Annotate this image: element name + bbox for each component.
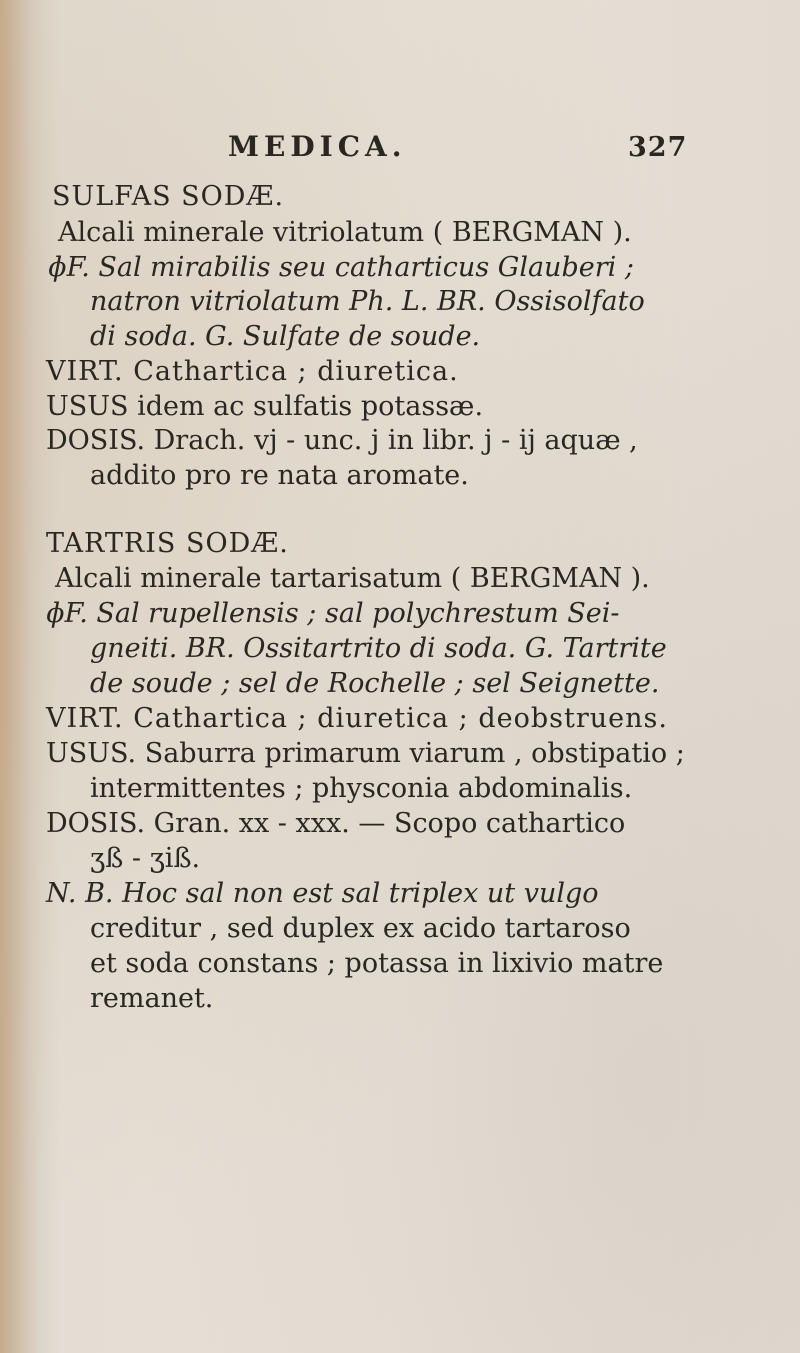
text-line: VIRT. Cathartica ; diuretica ; deobstruens.: [46, 703, 668, 734]
text-line: creditur , sed duplex ex acido tartaroso: [90, 913, 631, 944]
section-heading-sulfas-sodae: SULFAS SODÆ.: [52, 181, 285, 212]
text-line: di soda. G. Sulfate de soude.: [90, 321, 481, 352]
text-line: N. B. Hoc sal non est sal triplex ut vulgo: [46, 878, 599, 909]
page-number: 327: [628, 132, 688, 163]
text-line: ɸF. Sal mirabilis seu catharticus Glauberi ;: [48, 252, 634, 283]
text-line: remanet.: [90, 983, 214, 1014]
text-line: VIRT. Cathartica ; diuretica.: [46, 356, 459, 387]
text-line: USUS idem ac sulfatis potassæ.: [46, 391, 484, 422]
text-line: et soda constans ; potassa in lixivio matre: [90, 948, 664, 979]
text-line: addito pro re nata aromate.: [90, 460, 469, 491]
text-line: DOSIS. Drach. vj - unc. j in libr. j - ij aquæ ,: [46, 425, 638, 456]
text-line: DOSIS. Gran. xx - xxx. — Scopo cathartico: [46, 808, 626, 839]
text-line: Alcali minerale vitriolatum ( BERGMAN ).: [58, 217, 632, 248]
text-line: de soude ; sel de Rochelle ; sel Seignette.: [90, 668, 660, 699]
text-line: ʒß - ʒiß.: [90, 843, 201, 874]
text-line: gneiti. BR. Ossitartrito di soda. G. Tartrite: [90, 633, 667, 664]
text-line: natron vitriolatum Ph. L. BR. Ossisolfato: [90, 286, 645, 317]
running-head-title: MEDICA.: [228, 130, 407, 163]
page-edge-stain: [0, 0, 40, 1353]
text-line: Alcali minerale tartarisatum ( BERGMAN ).: [55, 563, 650, 594]
running-head: [0, 130, 800, 170]
text-line: ɸF. Sal rupellensis ; sal polychrestum Sei-: [46, 598, 620, 629]
section-heading-tartris-sodae: TARTRIS SODÆ.: [46, 528, 289, 559]
text-line: intermittentes ; physconia abdominalis.: [90, 773, 633, 804]
text-line: USUS. Saburra primarum viarum , obstipatio ;: [46, 738, 685, 769]
